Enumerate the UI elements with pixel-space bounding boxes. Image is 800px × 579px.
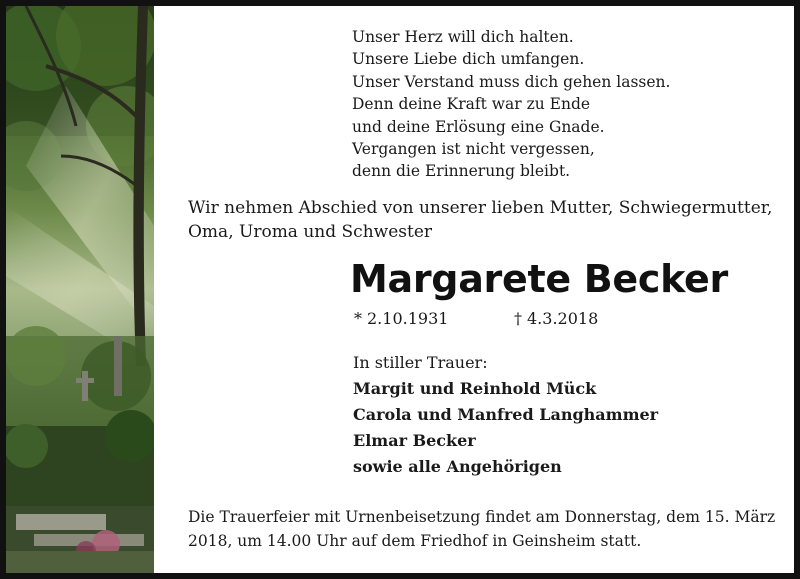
intro-line: Wir nehmen Abschied von unserer lieben Mutter, Schwiegermutter, — [188, 198, 773, 218]
poem-line: denn die Erinnerung bleibt. — [352, 162, 571, 181]
ceremony-notice — [188, 505, 788, 553]
poem-line: Unsere Liebe dich umfangen. — [352, 50, 585, 69]
mourner-name: Margit und Reinhold Mück — [353, 379, 597, 398]
death-date-value: 4.3.2018 — [527, 309, 599, 328]
farewell-intro — [188, 196, 788, 244]
mourners-heading: In stiller Trauer: — [353, 353, 488, 372]
birth-date-value: 2.10.1931 — [367, 309, 449, 328]
intro-line: Oma, Uroma und Schwester — [188, 222, 433, 242]
birth-symbol: * — [354, 309, 362, 328]
mourner-name: Elmar Becker — [353, 431, 476, 450]
mourner-name: sowie alle Angehörigen — [353, 457, 562, 476]
poem-line: Denn deine Kraft war zu Ende — [352, 95, 591, 114]
poem-block — [352, 26, 772, 183]
poem-line: und deine Erlösung eine Gnade. — [352, 117, 605, 136]
birth-date — [354, 309, 448, 328]
poem-line: Unser Herz will dich halten. — [352, 28, 574, 46]
ceremony-line: Die Trauerfeier mit Urnenbeisetzung findet am Donnerstag, dem 15. März — [188, 508, 776, 526]
ceremony-line: 2018, um 14.00 Uhr auf dem Friedhof in Geinsheim statt. — [188, 532, 642, 550]
death-symbol: † — [514, 309, 522, 328]
cemetery-photo — [6, 6, 154, 573]
life-dates — [354, 309, 654, 333]
deceased-name: Margarete Becker — [350, 257, 728, 301]
poem-line: Vergangen ist nicht vergessen, — [352, 140, 595, 159]
poem-line: Unser Verstand muss dich gehen lassen. — [352, 72, 671, 91]
death-date — [514, 309, 598, 328]
cemetery-illustration — [6, 6, 154, 573]
mourner-name: Carola und Manfred Langhammer — [353, 405, 659, 424]
mourners-block — [353, 350, 773, 480]
